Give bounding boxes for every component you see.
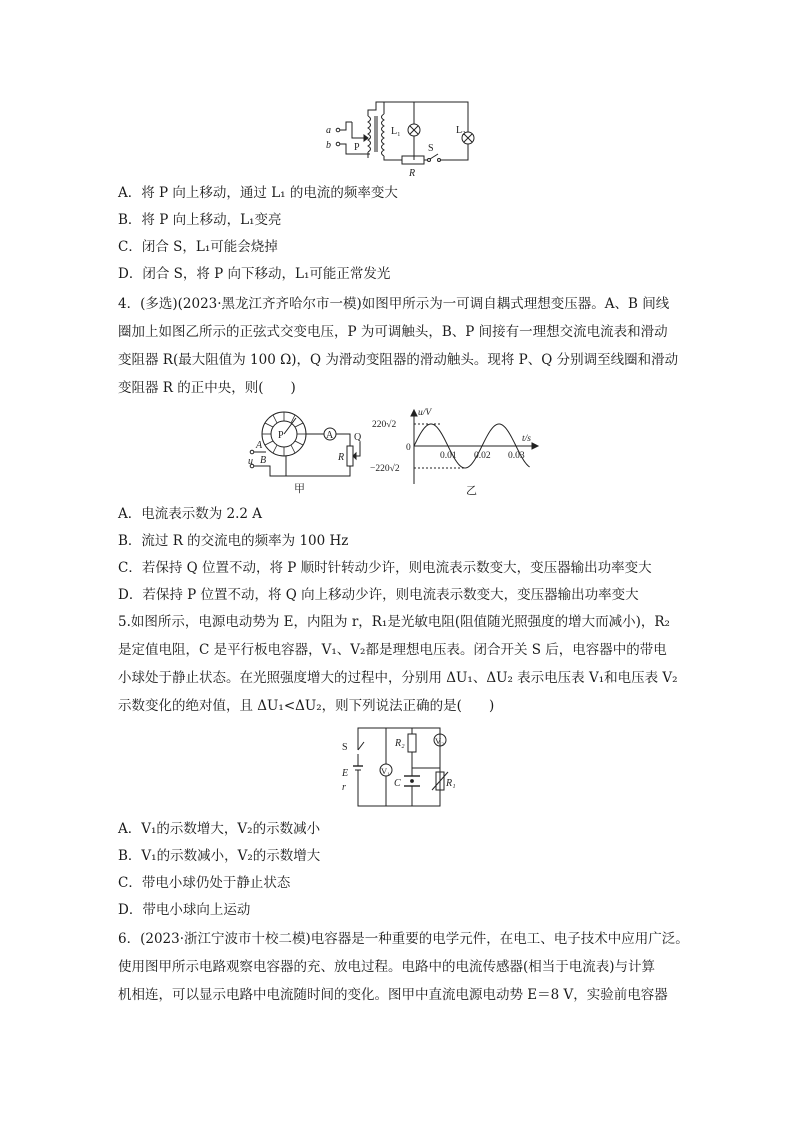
label-P: P xyxy=(354,142,360,153)
voltage-sine-chart xyxy=(370,406,540,496)
circuit-figure-autotransformer xyxy=(246,408,372,494)
label-C: C xyxy=(394,778,401,789)
label-V2: V₂ xyxy=(435,736,445,746)
label-R2: R₂ xyxy=(395,738,405,749)
label-P-jia: P xyxy=(278,430,284,441)
q5-option-a: A．V₁的示数增大，V₂的示数减小 xyxy=(118,821,321,837)
q6-stem-line-1: 6．(2023·浙江宁波市十校二模)电容器是一种重要的电学元件，在电工、电子技术中应用广泛。 xyxy=(118,931,689,947)
origin-label: 0 xyxy=(406,443,411,453)
label-R1: R₁ xyxy=(446,778,456,789)
q5-option-d: D．带电小球向上运动 xyxy=(118,902,251,918)
q5-option-b: B．V₁的示数减小，V₂的示数增大 xyxy=(118,848,321,864)
ammeter-label: A xyxy=(326,430,334,441)
label-R: R xyxy=(409,168,416,179)
label-E: E xyxy=(342,768,349,779)
x-tick-0.03: 0.03 xyxy=(508,451,525,461)
label-S5: S xyxy=(342,742,348,753)
figure-caption-jia: 甲 xyxy=(294,483,305,494)
q5-stem-line-2: 是定值电阻，C 是平行板电容器，V₁、V₂都是理想电压表。闭合开关 S 后，电容器中的带电 xyxy=(118,642,667,658)
y-max-label: 220√2 xyxy=(372,420,397,430)
circuit-figure-photoresistor xyxy=(340,720,460,812)
q4-option-c: C．若保持 Q 位置不动，将 P 顺时针转动少许，则电流表示数变大，变压器输出功率变大 xyxy=(118,560,652,576)
label-Q: Q xyxy=(354,432,362,443)
label-r: r xyxy=(342,782,346,793)
q5-option-c: C．带电小球仍处于静止状态 xyxy=(118,875,291,891)
q6-stem-line-3: 机相连，可以显示电路中电流随时间的变化。图甲中直流电源电动势 E＝8 V，实验前电容器 xyxy=(118,987,668,1003)
x-tick-0.01: 0.01 xyxy=(440,451,457,461)
q5-stem-line-4: 示数变化的绝对值，且 ΔU₁<ΔU₂，则下列说法正确的是( ) xyxy=(118,698,495,714)
circuit-figure-transformer-lamps xyxy=(318,92,478,180)
label-A-terminal: A xyxy=(256,440,263,451)
label-L2: L₂ xyxy=(456,125,466,136)
q4-option-d: D．若保持 P 位置不动，将 Q 向上移动少许，则电流表示数变大，变压器输出功率变大 xyxy=(118,587,639,603)
label-B-terminal: B xyxy=(260,455,267,466)
q4-stem-line-4: 变阻器 R 的正中央，则( ) xyxy=(118,380,296,396)
caption-yi: 乙 xyxy=(466,485,477,496)
label-V1: V₁ xyxy=(381,766,391,776)
q6-stem-line-2: 使用图甲所示电路观察电容器的充、放电过程。电路中的电流传感器(相当于电流表)与计算 xyxy=(118,959,656,975)
label-a: a xyxy=(326,125,331,136)
label-S: S xyxy=(428,143,434,154)
x-tick-0.02: 0.02 xyxy=(474,451,491,461)
label-L1: L₁ xyxy=(391,126,401,137)
q4-option-b: B．流过 R 的交流电的频率为 100 Hz xyxy=(118,533,349,549)
label-R-jia: R xyxy=(338,452,345,463)
q5-stem-line-3: 小球处于静止状态。在光照强度增大的过程中，分别用 ΔU₁、ΔU₂ 表示电压表 V₁和电压表 V₂ xyxy=(118,670,678,686)
label-u: u xyxy=(248,456,253,467)
y-axis-label: u/V xyxy=(418,408,432,418)
q4-stem-line-3: 变阻器 R(最大阻值为 100 Ω)，Q 为滑动变阻器的滑动触头。现将 P、Q 分别调至线圈和滑动 xyxy=(118,352,679,368)
q4-stem-line-1: 4．(多选)(2023·黑龙江齐齐哈尔市一模)如图甲所示为一可调自耦式理想变压器。A、B 间线 xyxy=(118,296,670,312)
q3-option-d: D．闭合 S，将 P 向下移动，L₁可能正常发光 xyxy=(118,266,391,282)
q3-option-b: B．将 P 向上移动，L₁变亮 xyxy=(118,212,282,228)
q5-stem-line-1: 5.如图所示，电源电动势为 E，内阻为 r，R₁是光敏电阻(阻值随光照强度的增大而减小)，R₂ xyxy=(118,614,670,630)
label-b: b xyxy=(326,140,331,151)
x-axis-label: t/s xyxy=(522,434,531,444)
q4-option-a: A．电流表示数为 2.2 A xyxy=(118,506,263,522)
q3-option-a: A．将 P 向上移动，通过 L₁ 的电流的频率变大 xyxy=(118,185,398,201)
y-min-label: −220√2 xyxy=(370,464,400,474)
q3-option-c: C．闭合 S，L₁可能会烧掉 xyxy=(118,239,278,255)
q4-stem-line-2: 圈加上如图乙所示的正弦式交变电压，P 为可调触头，B、P 间接有一理想交流电流表和滑动 xyxy=(118,324,668,340)
